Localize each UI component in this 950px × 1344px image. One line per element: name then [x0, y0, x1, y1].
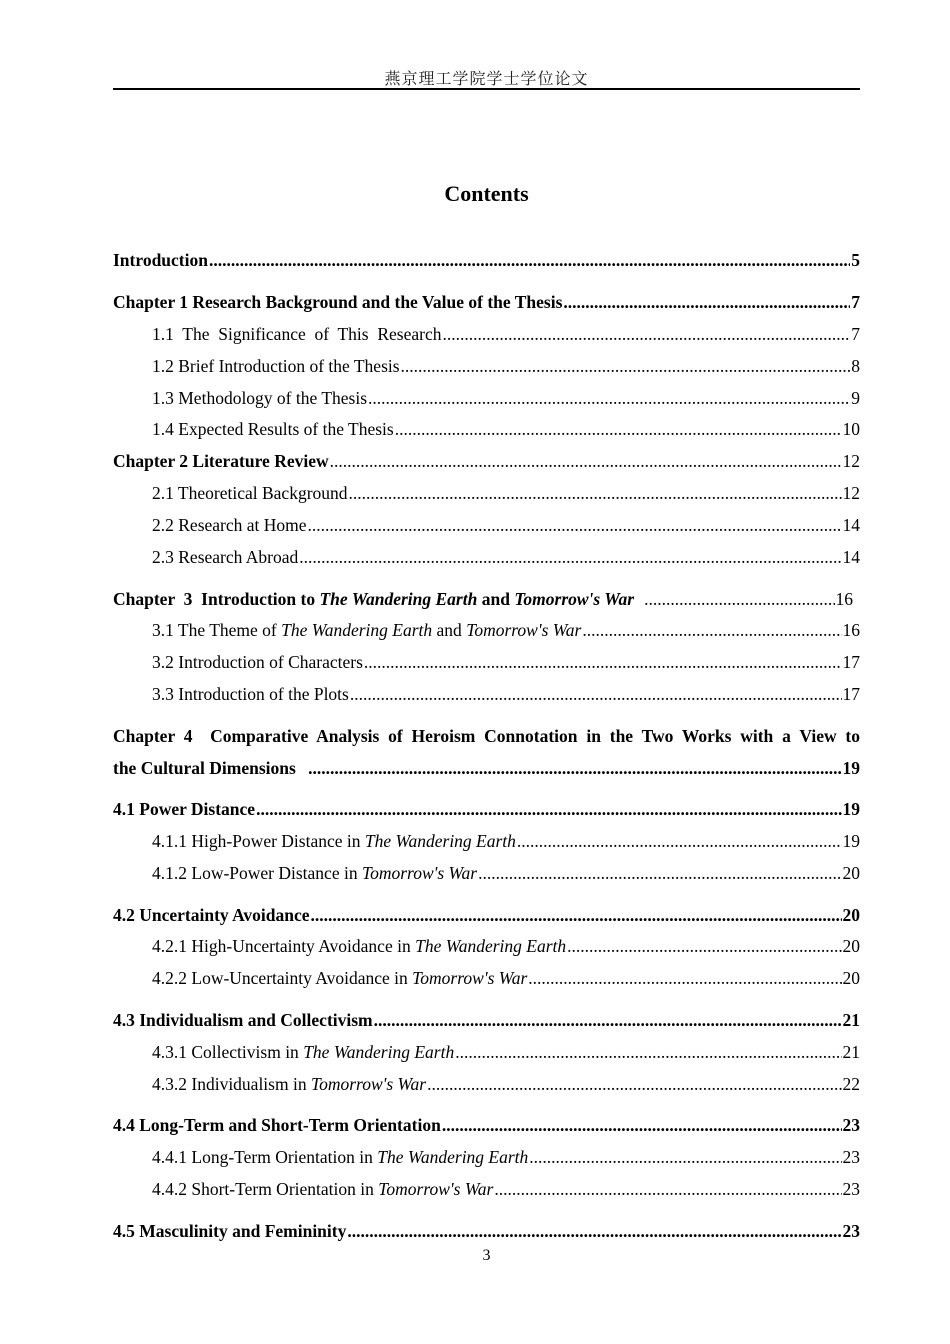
leader-dots: [582, 618, 841, 642]
toc-entry-1-4[interactable]: 1.4 Expected Results of the Thesis ..... 10: [152, 417, 860, 441]
leader-dots: [368, 386, 850, 410]
leader-dots: [528, 966, 841, 990]
work-title: The Wandering Earth: [303, 1042, 455, 1062]
toc-entry-4-1[interactable]: 4.1 Power Distance ..... 19: [113, 797, 860, 821]
toc-entry-chapter-4-line1[interactable]: Chapter 4 Comparative Analysis of Heroism Connotation in the Two Works with a View to: [113, 726, 860, 746]
toc-entry-4-3[interactable]: 4.3 Individualism and Collectivism ..... 21: [113, 1008, 860, 1032]
work-title: Tomorrow's War: [466, 620, 582, 640]
leader-dots: [478, 861, 841, 885]
leader-dots: [494, 1177, 841, 1201]
toc-entry-2-3[interactable]: 2.3 Research Abroad ..... 14: [152, 545, 860, 569]
leader-dots: [529, 1145, 841, 1169]
toc-entry-2-2[interactable]: 2.2 Research at Home ..... 14: [152, 513, 860, 537]
toc-entry-chapter-3[interactable]: Chapter 3 Introduction to The Wandering Earth and Tomorrow's War ..... 16: [113, 587, 853, 611]
leader-dots: [401, 354, 851, 378]
leader-dots: [395, 417, 842, 441]
leader-dots: [427, 1072, 841, 1096]
work-title: The Wandering Earth: [364, 831, 516, 851]
work-title: The Wandering Earth: [377, 1147, 529, 1167]
toc-entry-2-1[interactable]: 2.1 Theoretical Background ..... 12: [152, 481, 860, 505]
leader-dots: [563, 290, 850, 314]
toc-entry-introduction[interactable]: Introduction ..... 5: [113, 248, 860, 272]
page-title: Contents: [444, 181, 529, 206]
toc-entry-1-1[interactable]: 1.1 The Significance of This Research ..... 7: [152, 322, 860, 346]
toc-entry-chapter-2[interactable]: Chapter 2 Literature Review ..... 12: [113, 449, 860, 473]
toc-entry-4-5[interactable]: 4.5 Masculinity and Femininity ..... 23: [113, 1219, 860, 1243]
toc-entry-chapter-1[interactable]: Chapter 1 Research Background and the Value of the Thesis ..... 7: [113, 290, 860, 314]
toc-entry-3-3[interactable]: 3.3 Introduction of the Plots ..... 17: [152, 682, 860, 706]
leader-dots: [308, 756, 841, 780]
leader-dots: [299, 545, 841, 569]
work-title: The Wandering Earth: [319, 589, 478, 609]
leader-dots: [567, 934, 841, 958]
leader-dots: [347, 1219, 841, 1243]
toc-entry-4-1-1[interactable]: 4.1.1 High-Power Distance in The Wandering Earth ..... 19: [152, 829, 860, 853]
work-title: Tomorrow's War: [412, 968, 528, 988]
leader-dots: [308, 513, 842, 537]
work-title: Tomorrow's War: [514, 589, 635, 609]
leader-dots: [209, 248, 850, 272]
toc-entry-4-4-1[interactable]: 4.4.1 Long-Term Orientation in The Wandering Earth ..... 23: [152, 1145, 860, 1169]
toc-entry-4-2[interactable]: 4.2 Uncertainty Avoidance ..... 20: [113, 903, 860, 927]
work-title: Tomorrow's War: [361, 863, 478, 883]
page-header: 燕京理工学院学士学位论文: [384, 69, 589, 88]
toc-entry-4-4[interactable]: 4.4 Long-Term and Short-Term Orientation ..... 23: [113, 1113, 860, 1137]
toc-entry-3-2[interactable]: 3.2 Introduction of Characters ..... 17: [152, 650, 860, 674]
toc-entry-chapter-4-line2[interactable]: the Cultural Dimensions ..... 19: [113, 756, 860, 780]
leader-dots: [311, 903, 842, 927]
toc-entry-4-2-2[interactable]: 4.2.2 Low-Uncertainty Avoidance in Tomorrow's War ..... 20: [152, 966, 860, 990]
leader-dots: [443, 322, 851, 346]
leader-dots: [374, 1008, 842, 1032]
leader-dots: [364, 650, 842, 674]
page-number: 3: [482, 1247, 491, 1264]
toc-entry-4-3-1[interactable]: 4.3.1 Collectivism in The Wandering Earth ..... 21: [152, 1040, 860, 1064]
leader-dots: [644, 587, 834, 611]
leader-dots: [349, 481, 842, 505]
toc-entry-4-4-2[interactable]: 4.4.2 Short-Term Orientation in Tomorrow's War ..... 23: [152, 1177, 860, 1201]
work-title: The Wandering Earth: [281, 620, 433, 640]
leader-dots: [455, 1040, 841, 1064]
toc-entry-3-1[interactable]: 3.1 The Theme of The Wandering Earth and Tomorrow's War ..... 16: [152, 618, 860, 642]
toc-entry-4-3-2[interactable]: 4.3.2 Individualism in Tomorrow's War ..... 22: [152, 1072, 860, 1096]
header-rule: [113, 88, 860, 90]
leader-dots: [256, 797, 841, 821]
leader-dots: [330, 449, 842, 473]
toc-entry-1-2[interactable]: 1.2 Brief Introduction of the Thesis ..... 8: [152, 354, 860, 378]
toc-entry-1-3[interactable]: 1.3 Methodology of the Thesis ..... 9: [152, 386, 860, 410]
work-title: The Wandering Earth: [415, 936, 567, 956]
leader-dots: [350, 682, 842, 706]
toc-entry-4-1-2[interactable]: 4.1.2 Low-Power Distance in Tomorrow's War ..... 20: [152, 861, 860, 885]
toc-entry-4-2-1[interactable]: 4.2.1 High-Uncertainty Avoidance in The Wandering Earth ..... 20: [152, 934, 860, 958]
work-title: Tomorrow's War: [310, 1074, 427, 1094]
leader-dots: [517, 829, 842, 853]
work-title: Tomorrow's War: [378, 1179, 494, 1199]
leader-dots: [442, 1113, 842, 1137]
